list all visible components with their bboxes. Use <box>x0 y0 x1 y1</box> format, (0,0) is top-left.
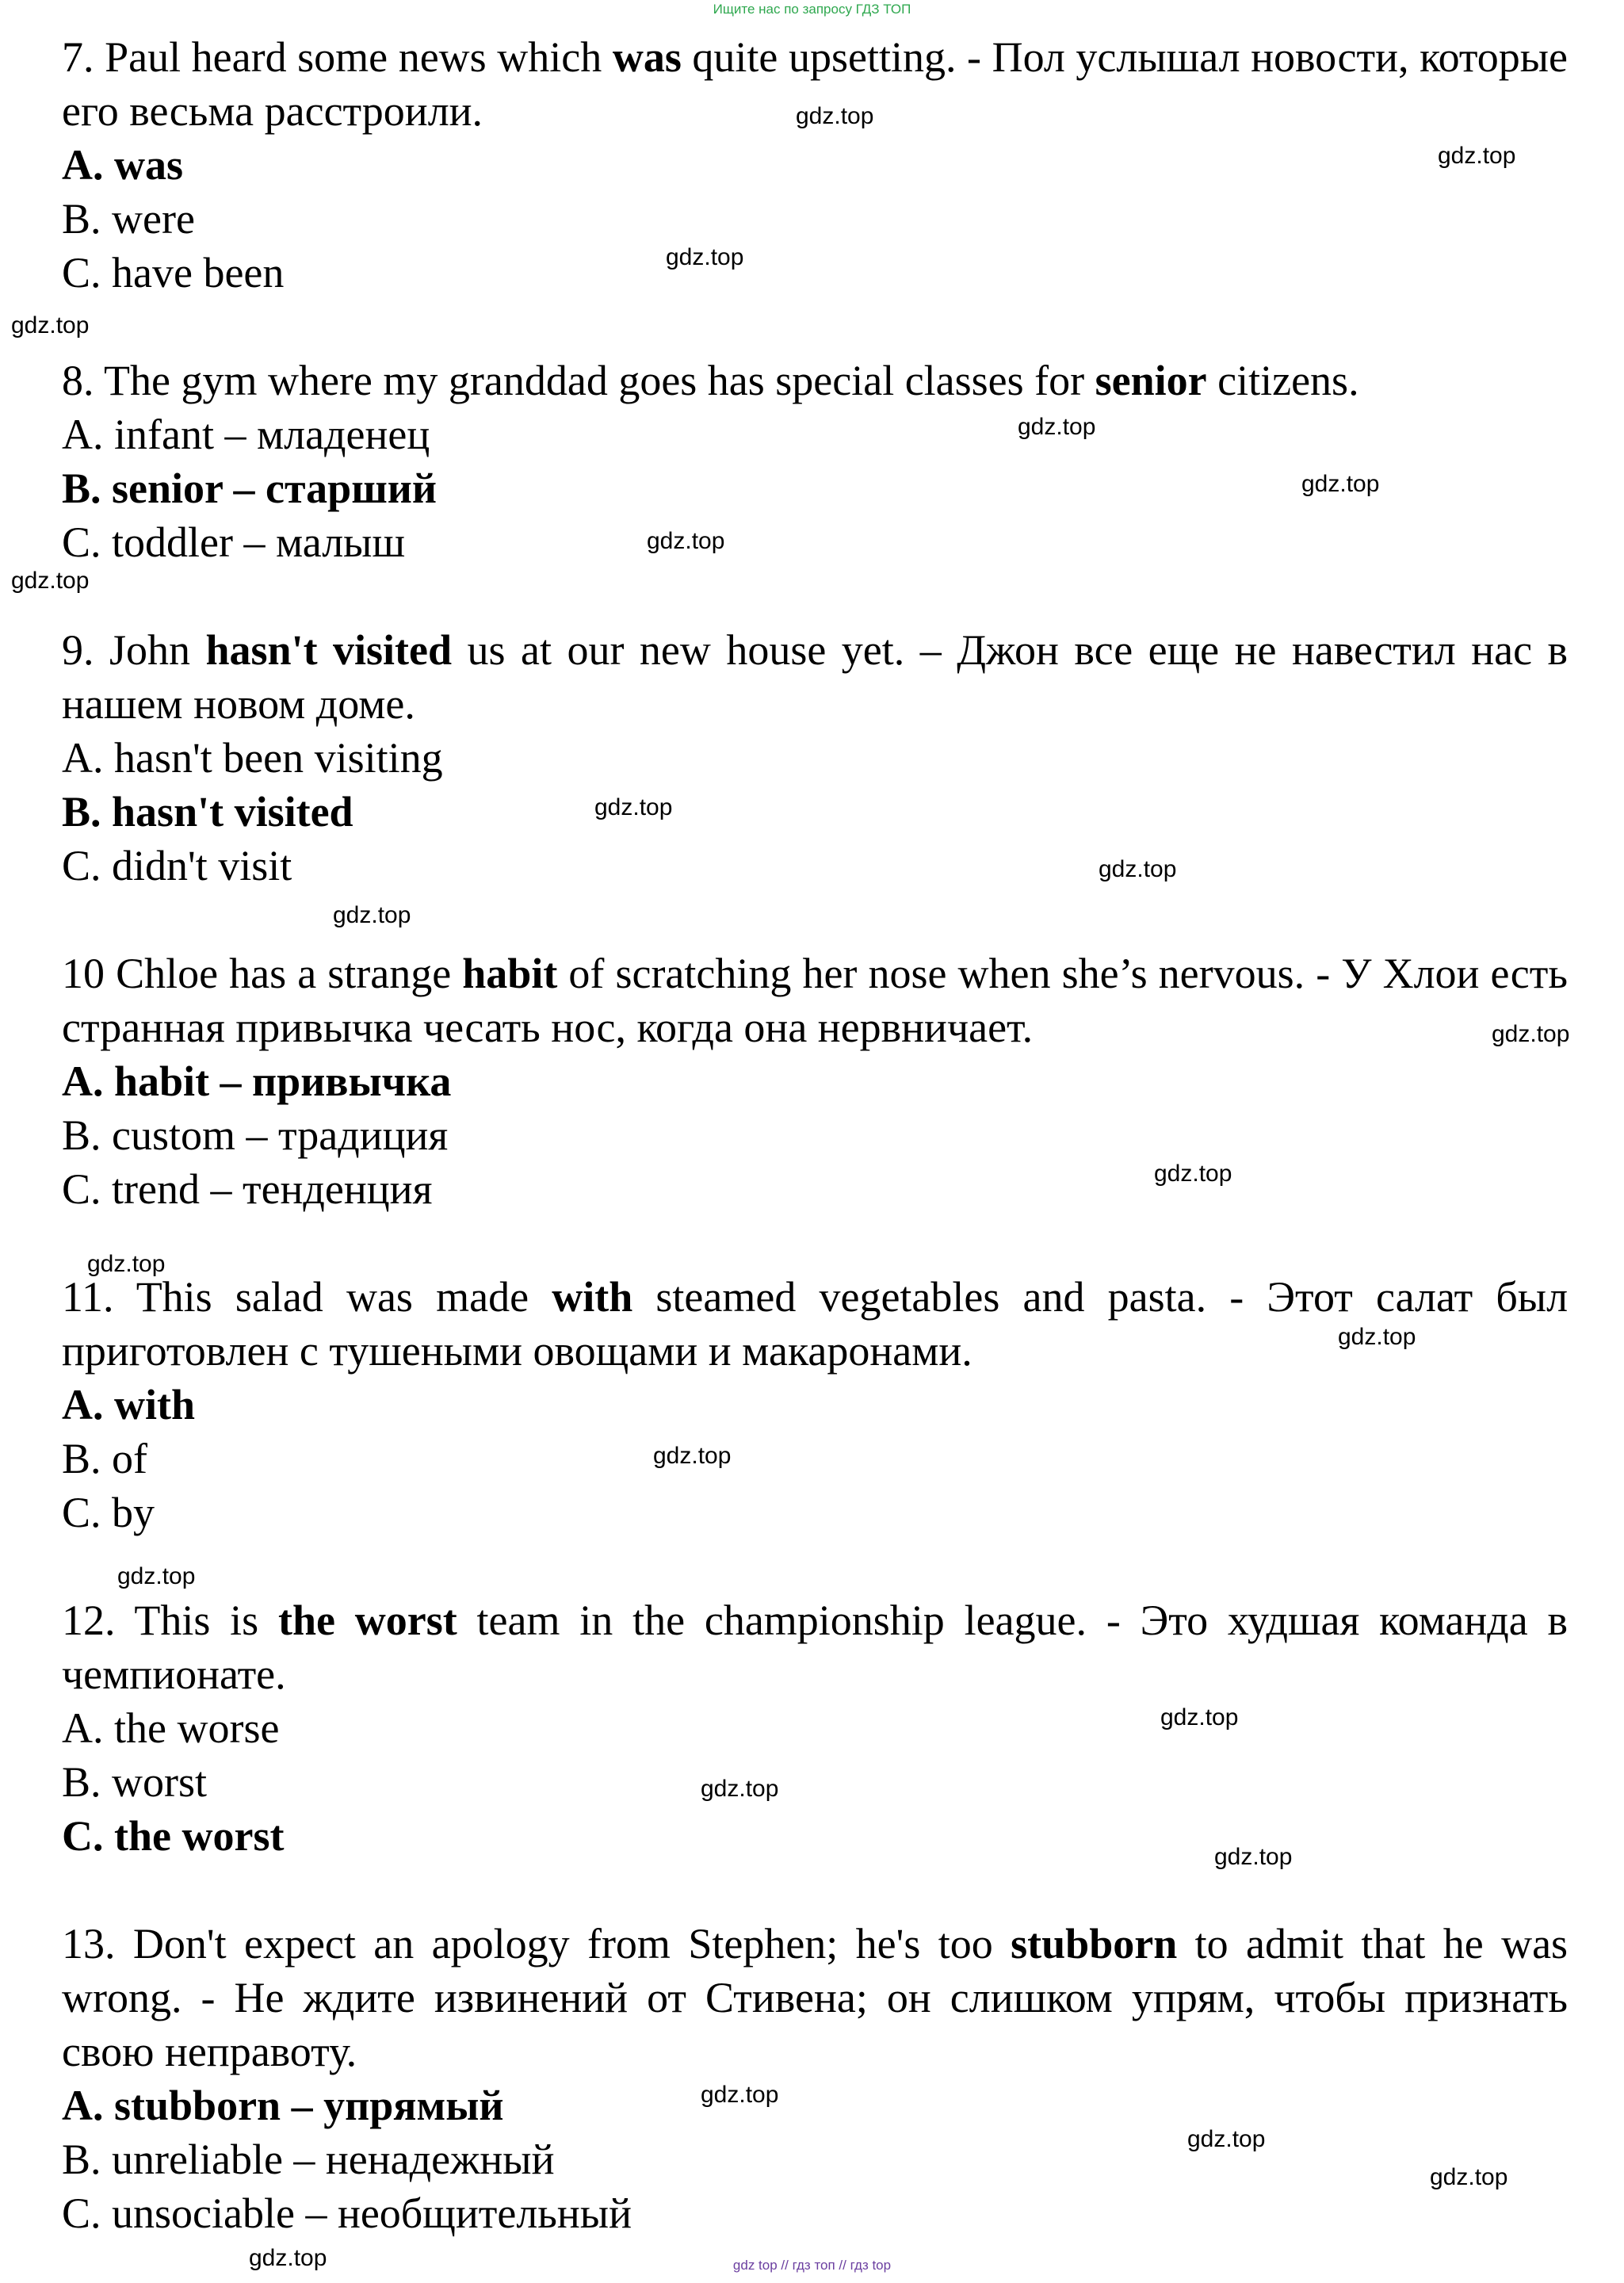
question-number: 9. <box>62 626 94 674</box>
spacer <box>62 1863 1568 1917</box>
exercise-content <box>62 30 1568 2240</box>
question-number: 7. <box>62 33 94 81</box>
answer-option: A. was <box>62 141 184 189</box>
question-number: 10 <box>62 950 105 997</box>
highlighted-word: stubborn <box>1011 1920 1178 1968</box>
question-text: 9. John hasn't visited us at our new house yet. – Джон все еще не навестил нас в нашем новом доме. <box>62 626 1569 728</box>
highlighted-word: senior <box>1095 357 1207 404</box>
watermark: gdz.top <box>1099 856 1177 882</box>
answer-option: A. habit – привычка <box>62 1057 452 1105</box>
watermark: gdz.top <box>796 103 874 129</box>
spacer <box>62 1539 1568 1593</box>
answer-option: C. by <box>62 1489 155 1536</box>
highlighted-word: habit <box>462 950 558 997</box>
question-text: 12. This is the worst team in the championship league. - Это худшая команда в чемпионате. <box>62 1597 1569 1698</box>
spacer <box>62 1216 1568 1270</box>
question-block-10 <box>62 946 1568 1216</box>
question-block-13 <box>62 1917 1568 2240</box>
watermark: gdz.top <box>1214 1844 1293 1870</box>
answer-option: A. stubborn – упрямый <box>62 2082 504 2129</box>
question-number: 13. <box>62 1920 116 1968</box>
answer-option: B. custom – традиция <box>62 1111 449 1159</box>
answer-option: C. trend – тенденция <box>62 1165 433 1213</box>
watermark: gdz.top <box>87 1251 166 1277</box>
top-banner: Ищите нас по запросу ГДЗ ТОП <box>713 2 911 17</box>
watermark: gdz.top <box>11 312 90 338</box>
answer-option: B. were <box>62 195 195 243</box>
watermark: gdz.top <box>117 1563 196 1589</box>
footer-text: gdz top // гдз топ // гдз top <box>732 2258 892 2273</box>
answer-option: C. have been <box>62 249 285 296</box>
spacer <box>62 569 1568 623</box>
watermark: gdz.top <box>1438 143 1516 169</box>
answer-option: A. with <box>62 1381 196 1428</box>
question-number: 11. <box>62 1273 114 1321</box>
answer-option: A. the worse <box>62 1704 280 1752</box>
question-text: 11. This salad was made with steamed vegetables and pasta. - Этот салат был приготовлен с тушеными овощами и макаронами. <box>62 1273 1569 1375</box>
watermark: gdz.top <box>1018 414 1096 440</box>
watermark: gdz.top <box>249 2245 327 2271</box>
watermark: gdz.top <box>1187 2126 1266 2152</box>
answer-option: C. toddler – малыш <box>62 518 406 566</box>
highlighted-word: was <box>612 33 682 81</box>
answer-option: B. of <box>62 1435 147 1482</box>
question-text: 8. The gym where my granddad goes has special classes for senior citizens. <box>62 357 1359 404</box>
watermark: gdz.top <box>653 1443 732 1469</box>
question-number: 12. <box>62 1597 116 1644</box>
question-number: 8. <box>62 357 94 404</box>
answer-option: C. didn't visit <box>62 842 292 889</box>
question-block-8 <box>62 354 1568 569</box>
answer-option: C. unsociable – необщительный <box>62 2189 632 2237</box>
highlighted-word: with <box>552 1273 633 1321</box>
question-block-12 <box>62 1593 1568 1863</box>
watermark: gdz.top <box>701 2082 779 2108</box>
watermark: gdz.top <box>1338 1324 1416 1350</box>
question-text: 7. Paul heard some news which was quite upsetting. - Пол услышал новости, которые его весьма расстроили. <box>62 33 1568 135</box>
watermark: gdz.top <box>333 902 411 928</box>
question-block-7 <box>62 30 1568 300</box>
highlighted-word: the worst <box>277 1597 457 1644</box>
question-block-11 <box>62 1270 1568 1539</box>
watermark: gdz.top <box>1430 2164 1508 2190</box>
watermark: gdz.top <box>666 244 744 270</box>
watermark: gdz.top <box>1160 1704 1239 1730</box>
watermark: gdz.top <box>1154 1161 1232 1187</box>
question-text: 13. Don't expect an apology from Stephen; he's too stubborn to admit that he was wrong. - Не ждите извинений от Стивена; он слишком упрям, чтобы признать свою неправоту. <box>62 1920 1569 2075</box>
watermark: gdz.top <box>1301 471 1380 497</box>
question-text: 10 Chloe has a strange habit of scratching her nose when she’s nervous. - У Хлои есть странная привычка чесать нос, когда она нервничает. <box>62 950 1568 1051</box>
answer-option: B. unreliable – ненадежный <box>62 2136 555 2183</box>
answer-option: B. worst <box>62 1758 208 1806</box>
watermark: gdz.top <box>647 528 725 554</box>
spacer <box>62 300 1568 354</box>
answer-option: B. senior – старший <box>62 465 438 512</box>
answer-option: A. hasn't been visiting <box>62 734 443 782</box>
watermark: gdz.top <box>1492 1021 1570 1047</box>
spacer <box>62 893 1568 946</box>
answer-option: C. the worst <box>62 1812 285 1860</box>
watermark: gdz.top <box>701 1776 779 1802</box>
watermark: gdz.top <box>11 568 90 594</box>
question-block-9 <box>62 623 1568 893</box>
highlighted-word: hasn't visited <box>205 626 453 674</box>
answer-option: B. hasn't visited <box>62 788 353 836</box>
answer-option: A. infant – младенец <box>62 411 430 458</box>
watermark: gdz.top <box>594 794 673 820</box>
